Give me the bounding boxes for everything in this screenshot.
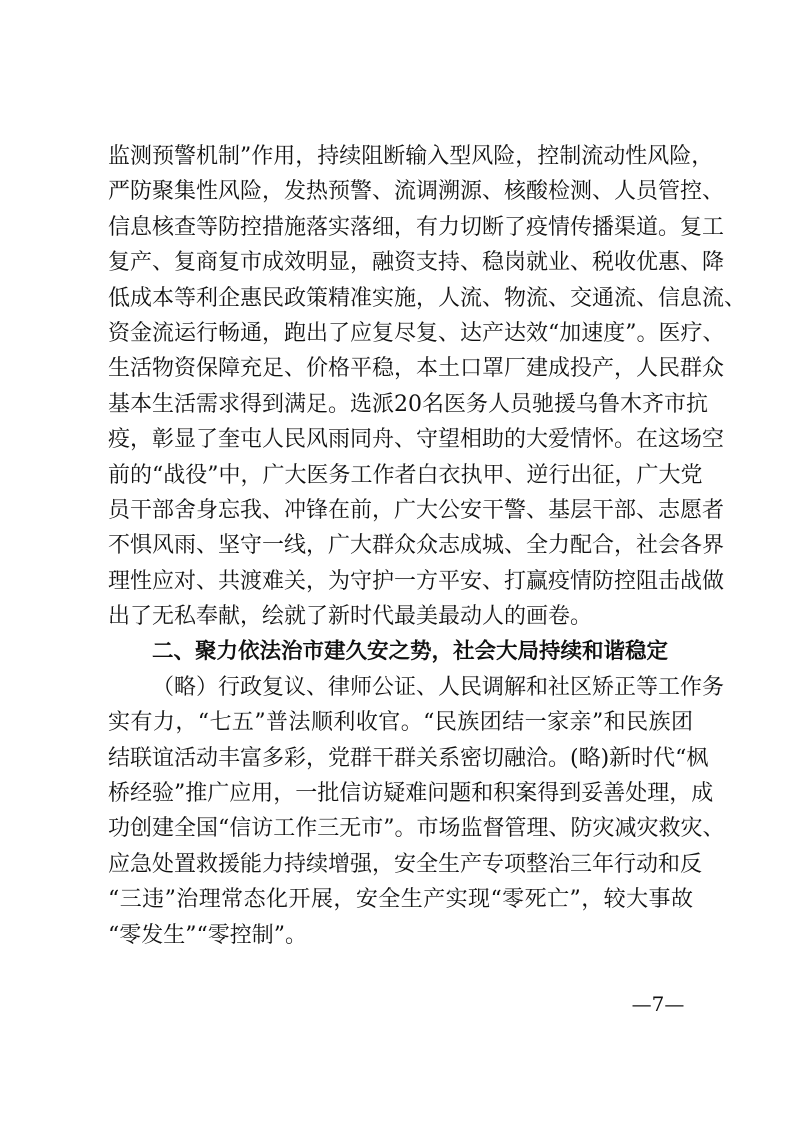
body-text [108,139,747,953]
paragraph-line: 低成本等利企惠民政策精准实施，人流、物流、交通流、信息流、 [108,285,747,311]
paragraph-line: 员干部舍身忘我、冲锋在前，广大公安干警、基层干部、志愿者 [108,497,725,523]
paragraph-line: 信息核查等防控措施落实落细，有力切断了疫情传播渠道。复工 [108,214,725,240]
paragraph-line: 资金流运行畅通，跑出了应复尽复、达产达效“加速度”。医疗、 [108,320,725,346]
paragraph-line: 监测预警机制”作用，持续阻断输入型风险，控制流动性风险， [108,144,714,169]
paragraph-line: 应急处置救援能力持续增强，安全生产专项整治三年行动和反 [108,851,703,877]
paragraph-line: 不惧风雨、坚守一线，广大群众众志成城、全力配合，社会各界 [108,533,725,559]
section-heading: 二、聚力依法治市建久安之势，社会大局持续和谐稳定 [152,639,669,665]
paragraph-line: 严防聚集性风险，发热预警、流调溯源、核酸检测、人员管控、 [108,179,725,205]
paragraph-line: 疫，彰显了奎屯人民风雨同舟、守望相助的大爱情怀。在这场空 [108,427,725,453]
paragraph-line: 实有力，“七五”普法顺利收官。“民族团结一家亲”和民族团 [108,710,693,736]
paragraph-line: 功创建全国“信访工作三无市”。市场监督管理、防灾减灾救灾、 [108,816,725,842]
page-number: —7— [631,992,685,1016]
paragraph-line: “零发生”“零控制”。 [108,922,307,948]
paragraph-line: 理性应对、共渡难关，为守护一方平安、打赢疫情防控阻击战做 [108,568,725,594]
paragraph-line: 结联谊活动丰富多彩，党群干群关系密切融洽。(略)新时代“枫 [108,745,709,771]
paragraph-line: “三违”治理常态化开展，安全生产实现“零死亡”，较大事故 [108,887,693,913]
paragraph-line: （略）行政复议、律师公证、人民调解和社区矫正等工作务 [152,674,725,700]
paragraph-line: 桥经验”推广应用，一批信访疑难问题和积案得到妥善处理，成 [108,781,714,807]
paragraph-line: 复产、复商复市成效明显，融资支持、稳岗就业、税收优惠、降 [108,250,725,276]
paragraph-line: 生活物资保障充足、价格平稳，本土口罩厂建成投产，人民群众 [108,356,725,382]
paragraph-line: 前的“战役”中，广大医务工作者白衣执甲、逆行出征，广大党 [108,462,703,488]
paragraph-line: 基本生活需求得到满足。选派20名医务人员驰援乌鲁木齐市抗 [108,391,708,417]
paragraph-line: 出了无私奉献，绘就了新时代最美最动人的画卷。 [108,604,593,630]
